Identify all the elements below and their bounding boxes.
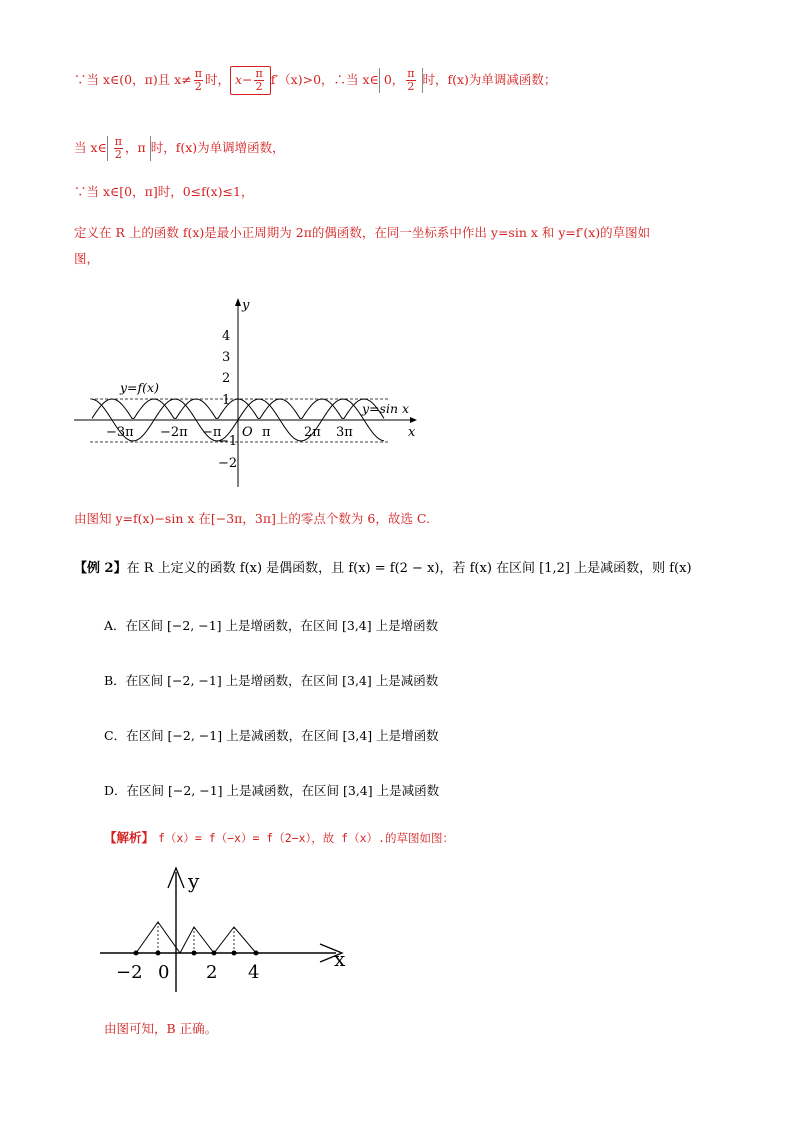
- option-b[interactable]: B．在区间 [−2, −1] 上是增函数，在区间 [3,4] 上是减函数: [104, 673, 439, 688]
- x-tick: 0: [158, 962, 170, 983]
- origin-label: O: [242, 425, 253, 440]
- line1-text-d: 时，f(x)为单调减函数；: [422, 72, 557, 87]
- graph-sin-and-f: [72, 295, 432, 495]
- example-stem: 在 R 上定义的函数 f(x) 是偶函数，且 f(x) = f(2 − x)，若 f(x) 在区间 [1,2] 上是减函数，则 f(x): [126, 561, 692, 576]
- option-d[interactable]: D．在区间 [−2, −1] 上是减函数，在区间 [3,4] 上是减函数: [104, 783, 440, 798]
- x-tick: 3π: [336, 425, 353, 440]
- analysis-tag: 【解析】: [104, 830, 155, 845]
- solution-line-4: 定义在 R 上的函数 f(x)是最小正周期为 2π的偶函数，在同一坐标系中作出 y=sin x 和 y=f′(x)的草图如: [74, 225, 651, 240]
- graph-f-sketch: [96, 860, 366, 995]
- solution-line-5: 图，: [74, 251, 100, 266]
- analysis-text: f（x）= f（−x）= f（2−x），故 f（x）.的草图如图：: [158, 831, 454, 845]
- y-tick: 3: [222, 350, 231, 365]
- x-axis-label: x: [408, 425, 416, 440]
- sin-curve-label: y=sin x: [362, 401, 410, 416]
- line1-text-b: 时，: [204, 72, 230, 87]
- interval-pi2-pi: $\frac{\pi}{2}$ ，π: [107, 136, 151, 161]
- interval-0-pi2: 0， $\frac{\pi}{2}$: [379, 68, 423, 93]
- x-tick: 2: [206, 962, 218, 983]
- solution-line-2: [74, 136, 285, 161]
- x-tick: −3π: [106, 425, 134, 440]
- solution-line-3: ∵当 x∈[0，π]时，0≤f(x)≤1，: [74, 184, 254, 199]
- y-tick: 2: [222, 371, 231, 386]
- pi-over-2-fraction: $\frac{\pi}{2}$: [194, 67, 202, 93]
- line1-text-c: f′（x)>0，∴当 x∈: [270, 72, 379, 87]
- y-tick: 4: [222, 329, 231, 344]
- x-tick: π: [262, 425, 271, 440]
- y-axis-label: y: [242, 298, 250, 313]
- y-tick: −2: [218, 456, 238, 471]
- y-tick: 1: [222, 393, 231, 408]
- y-axis-label: y: [188, 869, 200, 893]
- x-tick: 2π: [304, 425, 321, 440]
- graph1-conclusion: 由图知 y=f(x)−sin x 在[−3π，3π]上的零点个数为 6，故选 C.: [74, 511, 430, 526]
- line2-text-a: 当 x∈: [74, 140, 107, 155]
- analysis-line: [104, 829, 454, 847]
- solution-line-1: [74, 66, 556, 95]
- f-curve-label: y=f(x): [120, 380, 159, 395]
- line1-text-a: ∵当 x∈(0，π)且 x≠: [74, 72, 192, 87]
- example2-stem-line: [74, 560, 692, 578]
- x-tick: −2π: [160, 425, 188, 440]
- x-tick: −π: [202, 425, 222, 440]
- x-tick: −2: [116, 962, 143, 983]
- x-tick: 4: [248, 962, 260, 983]
- option-c[interactable]: C．在区间 [−2, −1] 上是减函数，在区间 [3,4] 上是增函数: [104, 728, 439, 743]
- line2-text-b: 时，f(x)为单调增函数，: [150, 140, 285, 155]
- option-a[interactable]: A．在区间 [−2, −1] 上是增函数，在区间 [3,4] 上是增函数: [104, 618, 439, 633]
- paren-expression: x− $\frac{\pi}{2}$: [230, 66, 271, 95]
- x-axis-label: x: [334, 947, 346, 971]
- example2-conclusion: 由图可知，B 正确。: [104, 1021, 218, 1036]
- example-tag: 【例 2】: [74, 561, 127, 576]
- y-tick: −1: [218, 434, 238, 449]
- f-sketch-curve: [136, 922, 256, 953]
